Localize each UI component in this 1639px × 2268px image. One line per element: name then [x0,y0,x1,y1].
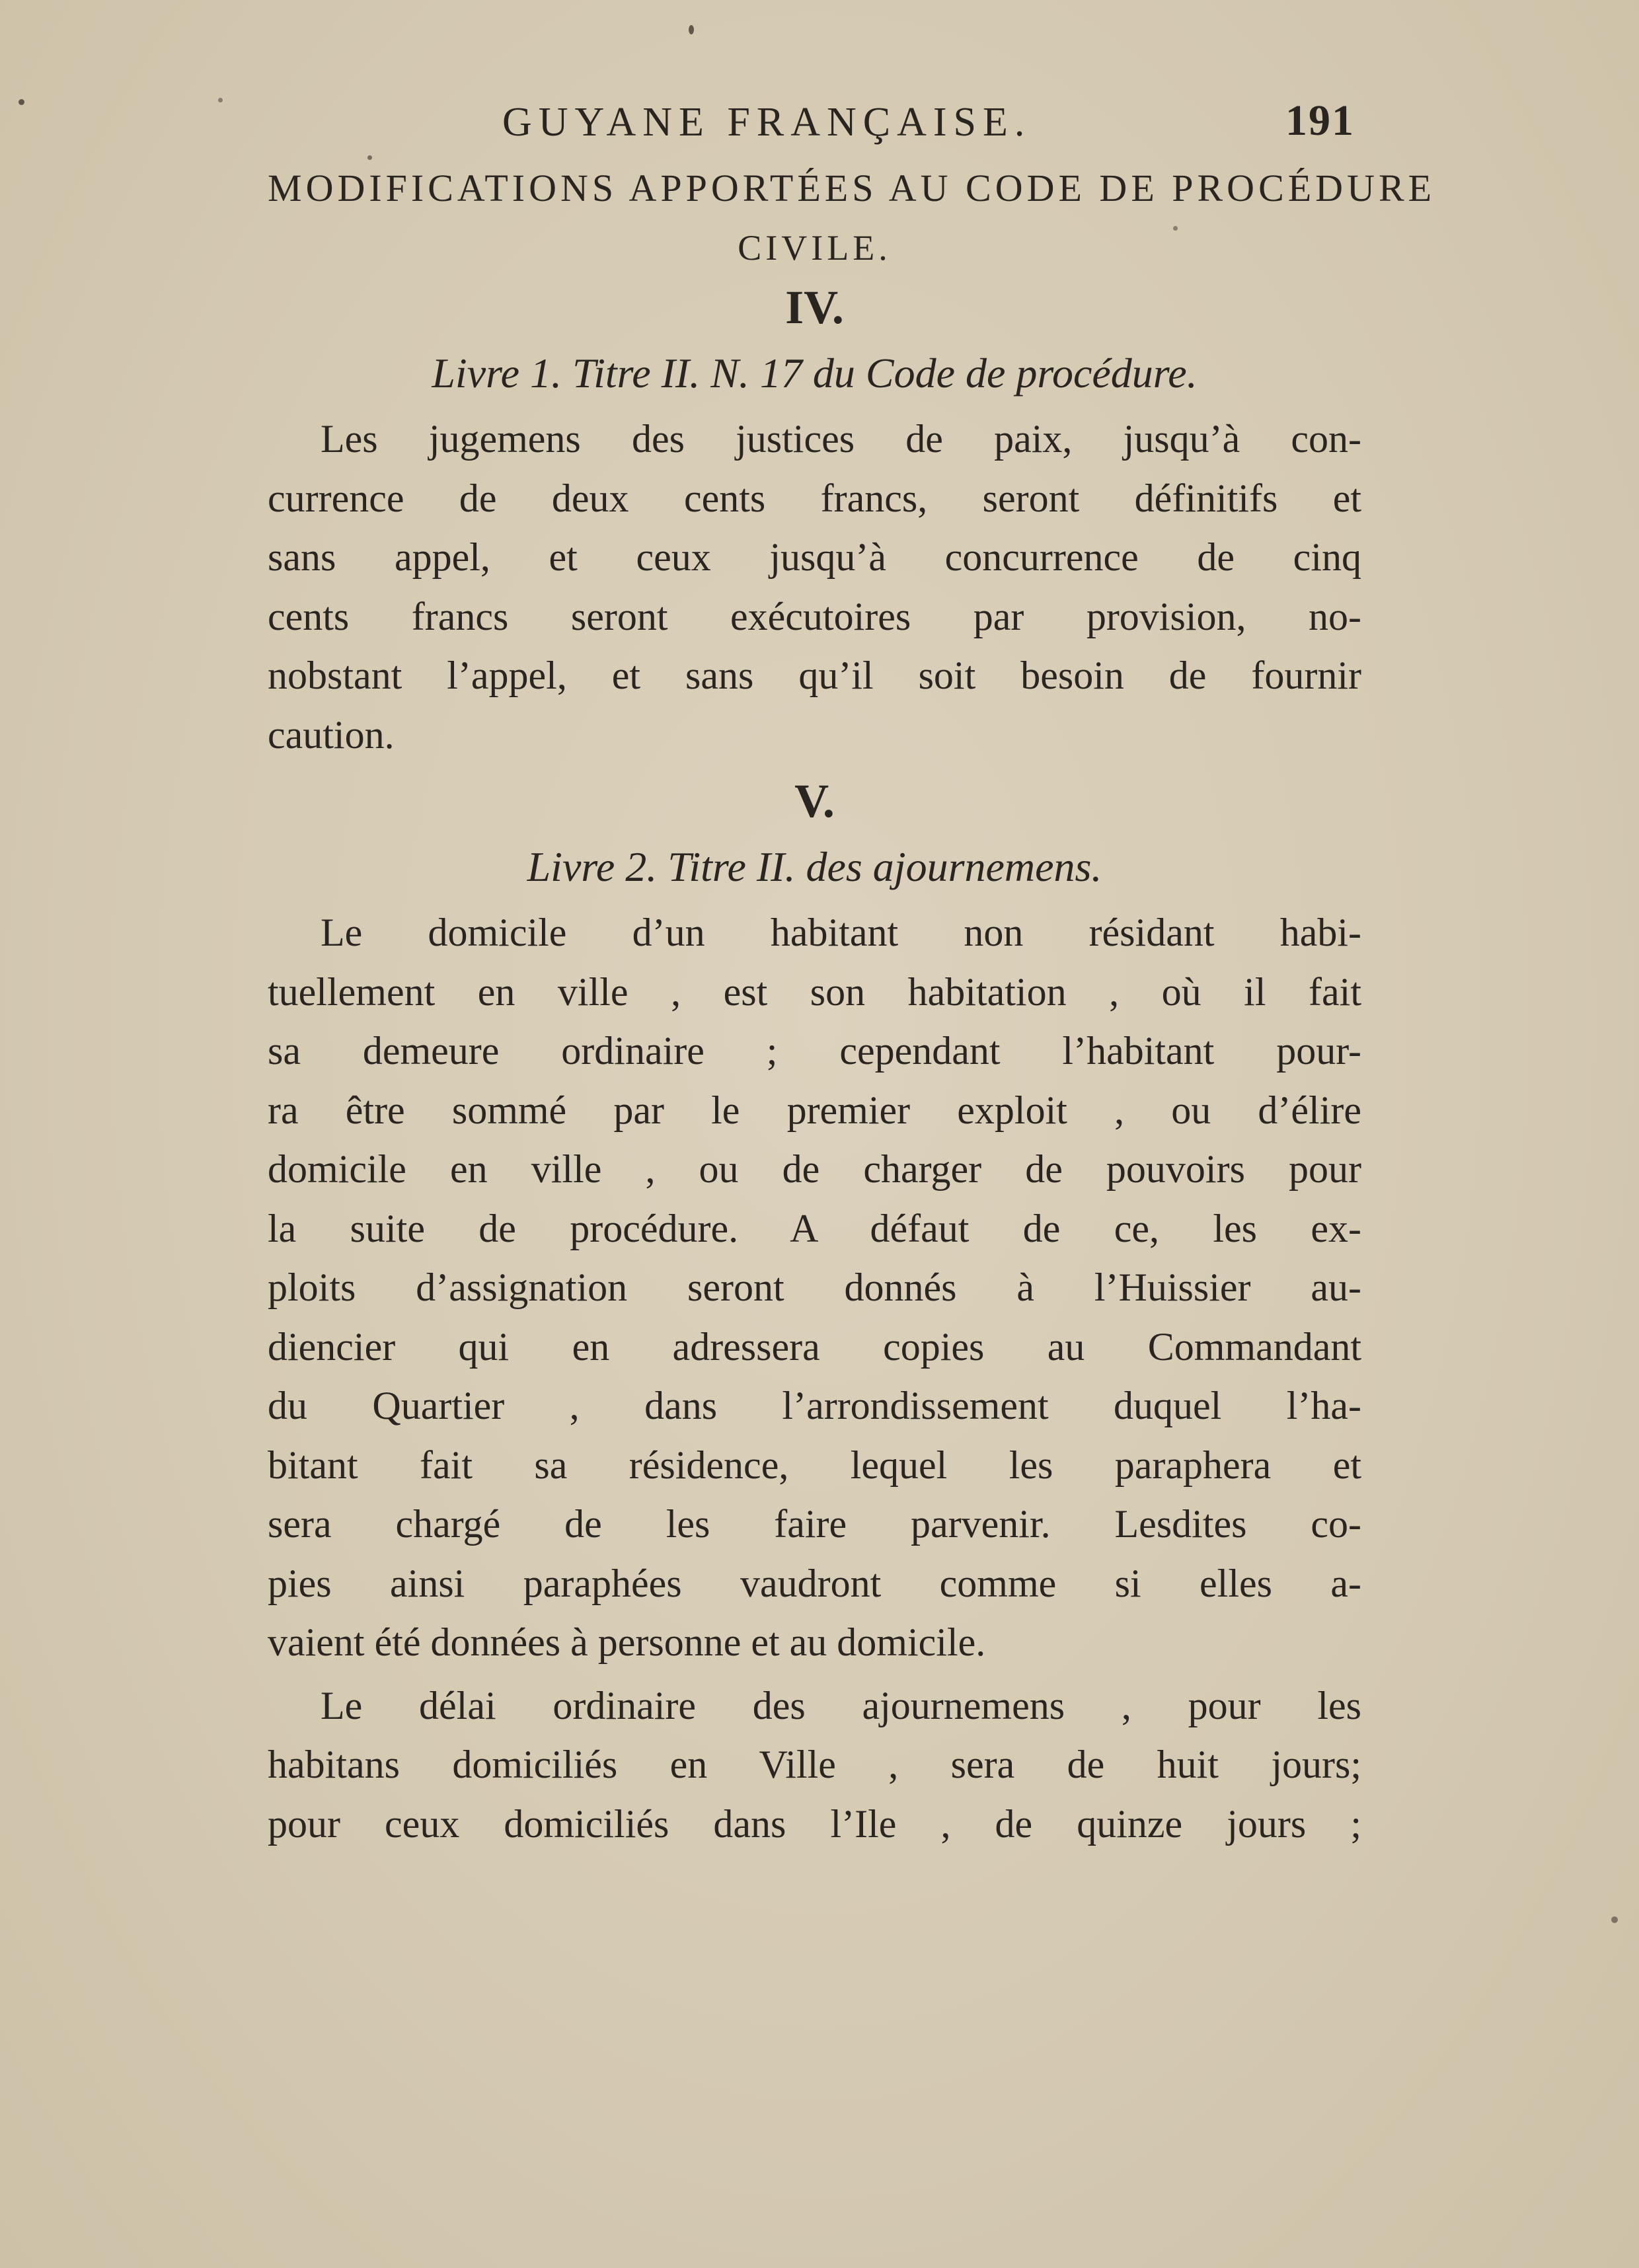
ink-speck [218,98,223,102]
article-v-paragraph-1 [268,903,1361,1673]
text-line: Le délai ordinaire des ajournemens , pour les [321,1683,1361,1727]
text-line: tuellement en ville , est son habitation , où il fait [268,969,1361,1014]
article-iv-paragraph [268,410,1361,765]
text-line: pour ceux domiciliés dans l’Ile , de quinze jours ; [268,1801,1361,1846]
text-line: Les jugemens des justices de paix, jusqu’à con- [321,417,1361,461]
ink-speck [19,99,24,105]
text-line: sera chargé de les faire parvenir. Lesdites co- [268,1502,1361,1546]
text-line: habitans domiciliés en Ville , sera de huit jours; [268,1743,1361,1786]
section-title: MODIFICATIONS APPORTÉES AU CODE DE PROCÉDURE [268,167,1436,209]
text-line: la suite de procédure. A défaut de ce, les ex- [268,1206,1361,1250]
text-line: currence de deux cents francs, seront définitifs et [268,476,1361,520]
text-line: vaient été données à personne et au domicile. [268,1620,986,1664]
text-line: Le domicile d’un habitant non résidant habi- [321,911,1361,954]
section-title-continued: CIVILE. [738,228,892,268]
text-line: ploits d’assignation seront donnés à l’Huissier au- [268,1266,1361,1309]
page-number: 191 [1285,96,1355,145]
text-line: cents francs seront exécutoires par provision, no- [268,594,1361,638]
ink-speck [689,25,694,34]
text-line: nobstant l’appel, et sans qu’il soit besoin de fournir [268,654,1361,697]
ink-speck [1611,1916,1618,1923]
text-line: bitant fait sa résidence, lequel les paraphera et [268,1443,1361,1487]
text-line: domicile en ville , ou de charger de pouvoirs pour [268,1147,1361,1191]
text-line: du Quartier , dans l’arrondissement duquel l’ha- [268,1384,1361,1427]
text-line: sa demeure ordinaire ; cependant l’habitant pour- [268,1029,1361,1073]
text-line: ra être sommé par le premier exploit , ou d’élire [268,1088,1361,1132]
article-number-v: V. [794,775,835,827]
text-line: caution. [268,712,395,757]
text-line: diencier qui en adressera copies au Commandant [268,1324,1361,1369]
running-head-title: GUYANE FRANÇAISE. [502,100,1032,145]
text-line: pies ainsi paraphées vaudront comme si elles a- [268,1561,1361,1605]
article-v-paragraph-2 [268,1677,1361,1854]
running-head [268,86,1361,159]
text-line: sans appel, et ceux jusqu’à concurrence de cinq [268,535,1361,579]
article-v-reference: Livre 2. Titre II. des ajournemens. [527,843,1102,890]
text-column [268,86,1436,1854]
article-iv-reference: Livre 1. Titre II. N. 17 du Code de procédure. [432,350,1198,397]
article-number-iv: IV. [785,281,844,334]
